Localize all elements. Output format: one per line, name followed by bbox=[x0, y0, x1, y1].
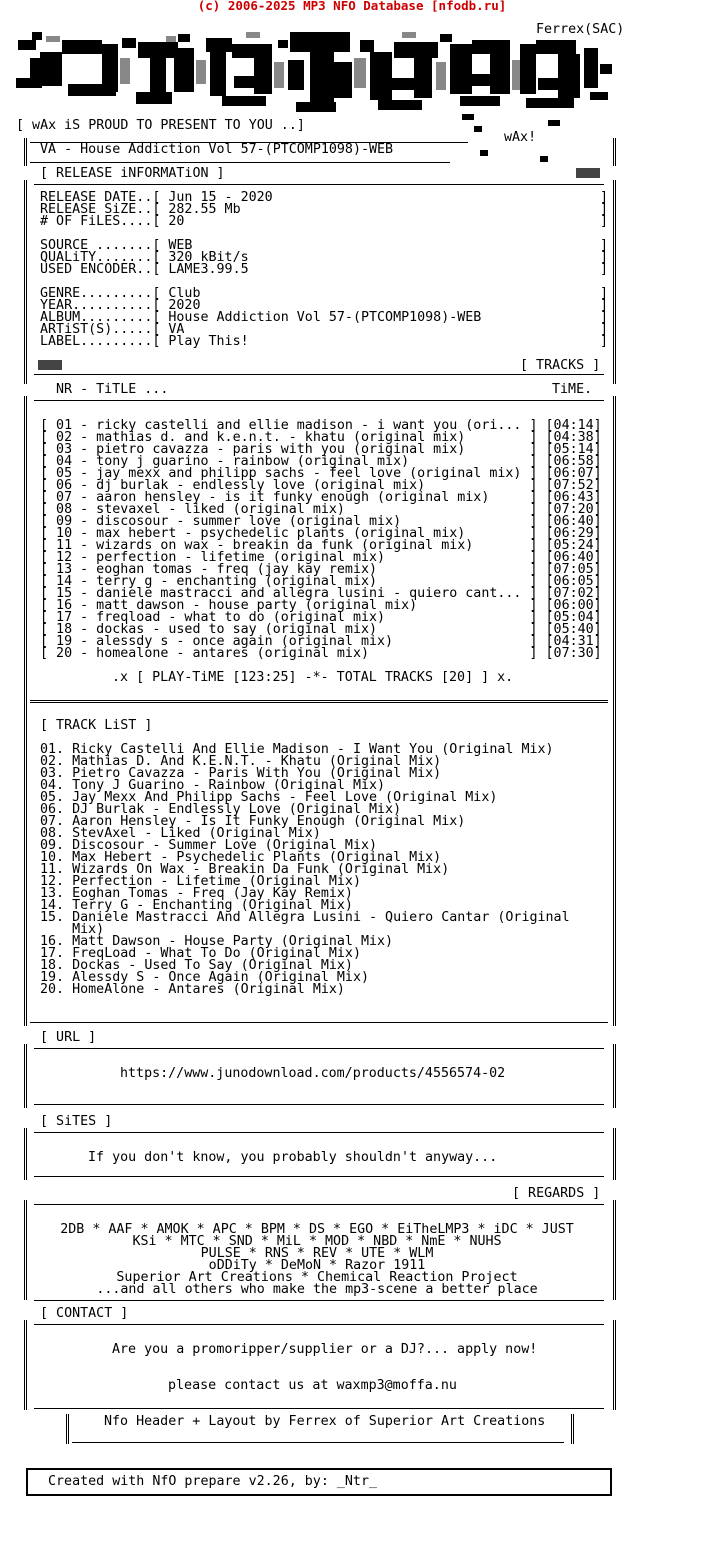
contact-header: [ CONTACT ] bbox=[40, 1306, 129, 1321]
track-row: [ 16 - matt dawson - house party (original mix) ] [06:00] bbox=[40, 598, 602, 613]
sites-text: If you don't know, you probably shouldn't anyway... bbox=[88, 1150, 498, 1165]
divider bbox=[34, 1408, 604, 1409]
tracks-col-time: TiME. bbox=[552, 382, 593, 397]
track-list-item: 06. DJ Burlak - Endlessly Love (Original Mix) bbox=[40, 802, 402, 817]
logo-dot-icon bbox=[474, 126, 482, 132]
sites-header: [ SiTES ] bbox=[40, 1114, 113, 1129]
track-list-item: 10. Max Hebert - Psychedelic Plants (Original Mix) bbox=[40, 850, 442, 865]
bracket-icon: ] bbox=[600, 322, 609, 337]
divider bbox=[34, 400, 604, 401]
release-info-row: # OF FiLES....[ 20 bbox=[40, 214, 185, 229]
contact-box bbox=[24, 1320, 616, 1410]
track-list-item: 07. Aaron Hensley - Is It Funky Enough (Original Mix) bbox=[40, 814, 466, 829]
logo-block-art-icon bbox=[10, 18, 620, 120]
track-list-item: 13. Eoghan Tomas - Freq (Jay Kay Remix) bbox=[40, 886, 353, 901]
release-info-row: ARTiST(S).....[ VA bbox=[40, 322, 185, 337]
track-list-item: 17. FreqLoad - What To Do (Original Mix) bbox=[40, 946, 361, 961]
track-list-item: 01. Ricky Castelli And Ellie Madison - I Want You (Original Mix) bbox=[40, 742, 554, 757]
bracket-icon: ] bbox=[600, 214, 609, 229]
bracket-icon: ] bbox=[600, 262, 609, 277]
track-row: [ 04 - tony j guarino - rainbow (original mix) ] [06:58] bbox=[40, 454, 602, 469]
track-list-item: 04. Tony J Guarino - Rainbow (Original Mix) bbox=[40, 778, 386, 793]
track-row: [ 09 - discosour - summer love (original mix) ] [06:40] bbox=[40, 514, 602, 529]
release-info-row: RELEASE DATE..[ Jun 15 - 2020 bbox=[40, 190, 273, 205]
track-list-item: 16. Matt Dawson - House Party (Original Mix) bbox=[40, 934, 394, 949]
track-row: [ 11 - wizards on wax - breakin da funk (original mix) ] [05:24] bbox=[40, 538, 602, 553]
bracket-icon: ] bbox=[600, 334, 609, 349]
present-line: [ wAx iS PROUD TO PRESENT TO YOU ..] bbox=[16, 118, 305, 133]
track-row: [ 07 - aaron hensley - is it funky enough (original mix) ] [06:43] bbox=[40, 490, 602, 505]
release-info-row: RELEASE SiZE..[ 282.55 Mb bbox=[40, 202, 241, 217]
artist-tag: Ferrex(SAC) bbox=[536, 22, 625, 37]
logo-dot-icon bbox=[462, 114, 474, 120]
tracks-header: [ TRACKS ] bbox=[520, 358, 601, 373]
regards-line: KSi * MTC * SND * MiL * MOD * NBD * NmE * NUHS bbox=[132, 1234, 502, 1249]
regards-header: [ REGARDS ] bbox=[512, 1186, 601, 1201]
track-list-item: 15. Daniele Mastracci And Allegra Lusini - Quiero Cantar (Original bbox=[40, 910, 570, 925]
tracks-col-title: NR - TiTLE ... bbox=[56, 382, 169, 397]
track-list-item: 20. HomeAlone - Antares (Original Mix) bbox=[40, 982, 345, 997]
track-row: [ 06 - dj burlak - endlessly love (original mix) ] [07:52] bbox=[40, 478, 602, 493]
track-row: [ 14 - terry g - enchanting (original mix) ] [06:05] bbox=[40, 574, 602, 589]
track-row: [ 10 - max hebert - psychedelic plants (original mix) ] [06:29] bbox=[40, 526, 602, 541]
footer-text: Created with NfO prepare v2.26, by: _Ntr_ bbox=[48, 1474, 377, 1489]
release-info-row: USED ENCODER..[ LAME3.99.5 bbox=[40, 262, 249, 277]
track-list-item: Mix) bbox=[40, 922, 105, 937]
divider bbox=[34, 1176, 604, 1177]
track-list-item: 18. Dockas - Used To Say (Original Mix) bbox=[40, 958, 353, 973]
track-row: [ 17 - freqload - what to do (original mix) ] [05:04] bbox=[40, 610, 602, 625]
divider bbox=[30, 700, 608, 703]
release-info-row: LABEL.........[ Play This! bbox=[40, 334, 249, 349]
header-shade-icon bbox=[576, 168, 600, 178]
track-row: [ 01 - ricky castelli and ellie madison - i want you (ori... ] [04:14] bbox=[40, 418, 602, 433]
divider bbox=[34, 1048, 604, 1049]
track-row: [ 13 - eoghan tomas - freq (jay kay remix) ] [07:05] bbox=[40, 562, 602, 577]
playtime-summary: .x [ PLAY-TiME [123:25] -*- TOTAL TRACKS [20] ] x. bbox=[112, 670, 514, 685]
bracket-icon: ] bbox=[600, 250, 609, 265]
divider bbox=[72, 1442, 564, 1443]
track-list-item: 11. Wizards On Wax - Breakin Da Funk (Original Mix) bbox=[40, 862, 450, 877]
release-info-row: GENRE.........[ Club bbox=[40, 286, 201, 301]
track-list-item: 12. Perfection - Lifetime (Original Mix) bbox=[40, 874, 361, 889]
bracket-icon: ] bbox=[600, 238, 609, 253]
track-list-item: 05. Jay Mexx And Philipp Sachs - Feel Love (Original Mix) bbox=[40, 790, 498, 805]
track-row: [ 02 - mathias d. and k.e.n.t. - khatu (original mix) ] [04:38] bbox=[40, 430, 602, 445]
divider bbox=[34, 1300, 604, 1301]
logo-dot-icon bbox=[548, 120, 560, 126]
track-row: [ 12 - perfection - lifetime (original mix) ] [06:40] bbox=[40, 550, 602, 565]
divider bbox=[34, 374, 604, 375]
track-row: [ 03 - pietro cavazza - paris with you (original mix) ] [05:14] bbox=[40, 442, 602, 457]
release-url-link[interactable]: https://www.junodownload.com/products/4556574-02 bbox=[120, 1066, 506, 1081]
track-list-item: 19. Alessdy S - Once Again (Original Mix) bbox=[40, 970, 369, 985]
regards-line: Superior Art Creations * Chemical Reaction Project bbox=[116, 1270, 518, 1285]
release-info-header: [ RELEASE iNFORMATiON ] bbox=[40, 166, 225, 181]
site-banner: (c) 2006-2025 MP3 NFO Database [nfodb.ru] bbox=[197, 0, 507, 13]
regards-line: PULSE * RNS * REV * UTE * WLM bbox=[200, 1246, 434, 1261]
track-row: [ 15 - daniele mastracci and allegra lusini - quiero cant... ] [07:02] bbox=[40, 586, 602, 601]
bracket-icon: ] bbox=[600, 310, 609, 325]
bracket-icon: ] bbox=[600, 190, 609, 205]
group-tag: wAx! bbox=[504, 130, 537, 145]
divider bbox=[34, 1204, 604, 1205]
divider bbox=[30, 1022, 608, 1023]
track-row: [ 05 - jay mexx and philipp sachs - feel love (original mix) ] [06:07] bbox=[40, 466, 602, 481]
regards-line: oDDiTy * DeMoN * Razor 1911 bbox=[208, 1258, 426, 1273]
track-row: [ 20 - homealone - antares (original mix) ] [07:30] bbox=[40, 646, 602, 661]
track-row: [ 19 - alessdy s - once again (original mix) ] [04:31] bbox=[40, 634, 602, 649]
divider bbox=[34, 184, 604, 185]
regards-line: 2DB * AAF * AMOK * APC * BPM * DS * EGO * EiTheLMP3 * iDC * JUST bbox=[60, 1222, 574, 1237]
divider bbox=[30, 162, 450, 163]
divider bbox=[34, 1324, 604, 1325]
divider bbox=[34, 1132, 604, 1133]
divider bbox=[34, 1104, 604, 1105]
tracklist-header: [ TRACK LiST ] bbox=[40, 718, 153, 733]
contact-email: please contact us at waxmp3@moffa.nu bbox=[168, 1378, 457, 1393]
waxlogo-art bbox=[10, 18, 620, 120]
bracket-icon: ] bbox=[600, 298, 609, 313]
bracket-icon: ] bbox=[600, 202, 609, 217]
track-row: [ 18 - dockas - used to say (original mix) ] [05:40] bbox=[40, 622, 602, 637]
track-list-item: 03. Pietro Cavazza - Paris With You (Original Mix) bbox=[40, 766, 442, 781]
contact-line-1: Are you a promoripper/supplier or a DJ?... apply now! bbox=[112, 1342, 538, 1357]
credits-text: Nfo Header + Layout by Ferrex of Superior Art Creations bbox=[104, 1414, 546, 1429]
release-info-row: QUALiTY.......[ 320 kBit/s bbox=[40, 250, 249, 265]
track-list-item: 08. StevAxel - Liked (Original Mix) bbox=[40, 826, 321, 841]
url-header: [ URL ] bbox=[40, 1030, 97, 1045]
track-list-item: 14. Terry G - Enchanting (Original Mix) bbox=[40, 898, 353, 913]
header-shade-icon bbox=[38, 360, 62, 370]
release-info-row: SOURCE .......[ WEB bbox=[40, 238, 193, 253]
release-info-row: ALBUM.........[ House Addiction Vol 57-(PTCOMP1098)-WEB bbox=[40, 310, 482, 325]
track-row: [ 08 - stevaxel - liked (original mix) ] [07:20] bbox=[40, 502, 602, 517]
bracket-icon: ] bbox=[600, 286, 609, 301]
track-list-item: 09. Discosour - Summer Love (Original Mix) bbox=[40, 838, 378, 853]
release-title: VA - House Addiction Vol 57-(PTCOMP1098)-WEB bbox=[40, 142, 394, 157]
track-list-item: 02. Mathias D. And K.E.N.T. - Khatu (Original Mix) bbox=[40, 754, 442, 769]
regards-line: ...and all others who make the mp3-scene a better place bbox=[96, 1282, 538, 1297]
release-info-row: YEAR..........[ 2020 bbox=[40, 298, 201, 313]
